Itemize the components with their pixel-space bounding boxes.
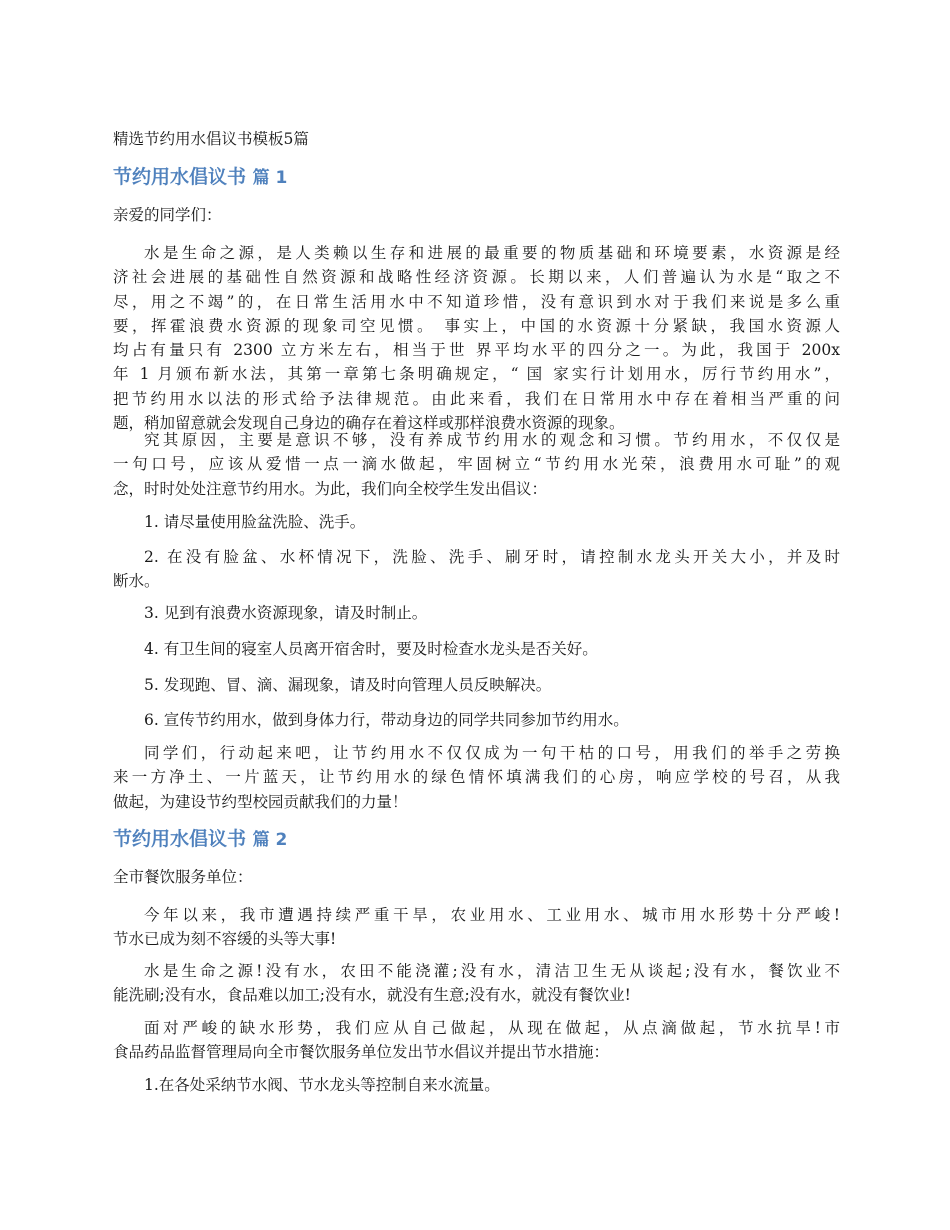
list-item	[113, 708, 840, 732]
salutation: 全市餐饮服务单位：	[113, 868, 253, 886]
list-item	[113, 673, 840, 697]
text-line: 要，挥霍浪费水资源的现象司空见惯。 事实上，中国的水资源十分紧缺，我国水资源人	[113, 316, 840, 335]
paragraph	[113, 959, 840, 1008]
text-line: 把节约用水以法的形式给予法律规范。由此来看，我们在日常用水中存在着相当严重的问	[113, 389, 840, 408]
text-line: 究其原因，主要是意识不够，没有养成节约用水的观念和习惯。节约用水，不仅仅是	[144, 431, 840, 449]
text-line: 食品药品监督管理局向全市餐饮服务单位发出节水倡议并提出节水措施：	[113, 1043, 610, 1062]
text-line: 来一方净土、一片蓝天，让节约用水的绿色情怀填满我们的心房，响应学校的号召，从我	[113, 768, 840, 787]
text-line: 念，时时处处注意节约用水。为此，我们向全校学生发出倡议：	[113, 479, 548, 498]
text-line: 能洗刷;没有水，食品难以加工;没有水，就没有生意;没有水，就没有餐饮业!	[113, 986, 631, 1005]
paragraph	[113, 428, 840, 501]
list-item	[113, 545, 840, 594]
text-line: 一句口号，应该从爱惜一点一滴水做起，牢固树立“节约用水光荣，浪费用水可耻”的观	[113, 455, 840, 474]
paragraph	[113, 1016, 840, 1065]
text-line: 1. 请尽量使用脸盆洗脸、洗手。	[144, 513, 366, 531]
text-line: 2. 在没有脸盆、水杯情况下，洗脸、洗手、刷牙时，请控制水龙头开关大小，并及时	[144, 548, 840, 566]
list-item	[113, 637, 840, 661]
section-heading-1	[113, 164, 287, 191]
paragraph	[113, 903, 840, 952]
text-line: 4. 有卫生间的寝室人员离开宿舍时，要及时检查水龙头是否关好。	[144, 640, 598, 658]
section-heading-text: 节约用水倡议书	[113, 166, 247, 188]
text-line: 断水。	[113, 572, 160, 591]
text-line: 年 1 月颁布新水法，其第一章第七条明确规定，“ 国 家实行计划用水，厉行节约用水”，	[113, 365, 840, 384]
list-item	[113, 601, 840, 625]
text-line: 5. 发现跑、冒、滴、漏现象，请及时向管理人员反映解决。	[144, 676, 552, 694]
paragraph	[113, 741, 840, 814]
section-heading-number: 篇 2	[252, 830, 288, 850]
text-line: 同学们，行动起来吧，让节约用水不仅仅成为一句干枯的口号，用我们的举手之劳换	[144, 744, 840, 762]
salutation: 亲爱的同学们：	[113, 206, 222, 224]
text-line: 节水已成为刻不容缓的头等大事!	[113, 930, 337, 949]
section-heading-number: 篇 1	[252, 168, 288, 188]
text-line: 水是生命之源!没有水，农田不能浇灌;没有水，清洁卫生无从谈起;没有水，餐饮业不	[144, 962, 840, 980]
list-item	[113, 1073, 840, 1097]
text-line: 做起，为建设节约型校园贡献我们的力量！	[113, 792, 408, 811]
text-line: 6. 宣传节约用水，做到身体力行，带动身边的同学共同参加节约用水。	[144, 711, 629, 729]
list-item	[113, 510, 840, 534]
text-line: 3. 见到有浪费水资源现象，请及时制止。	[144, 604, 428, 622]
text-line: 面对严峻的缺水形势，我们应从自己做起，从现在做起，从点滴做起，节水抗旱!市	[144, 1019, 840, 1037]
text-line: 水是生命之源，是人类赖以生存和进展的最重要的物质基础和环境要素，水资源是经	[144, 244, 840, 262]
section-heading-2	[113, 826, 287, 853]
text-line: 题，稍加留意就会发现自己身边的确存在着这样或那样浪费水资源的现象。	[113, 414, 625, 433]
document-title: 精选节约用水倡议书模板5篇	[113, 130, 309, 148]
section-heading-text: 节约用水倡议书	[113, 828, 247, 850]
text-line: 济社会进展的基础性自然资源和战略性经济资源。长期以来，人们普遍认为水是“取之不	[113, 268, 840, 287]
paragraph	[113, 241, 840, 435]
text-line: 尽，用之不竭”的，在日常生活用水中不知道珍惜，没有意识到水对于我们来说是多么重	[113, 292, 840, 311]
text-line: 今年以来，我市遭遇持续严重干旱，农业用水、工业用水、城市用水形势十分严峻!	[144, 906, 840, 924]
text-line: 1.在各处采纳节水阀、节水龙头等控制自来水流量。	[144, 1076, 500, 1094]
text-line: 均占有量只有 2300 立方米左右，相当于世 界平均水平的四分之一。为此，我国于 200x	[113, 341, 840, 360]
